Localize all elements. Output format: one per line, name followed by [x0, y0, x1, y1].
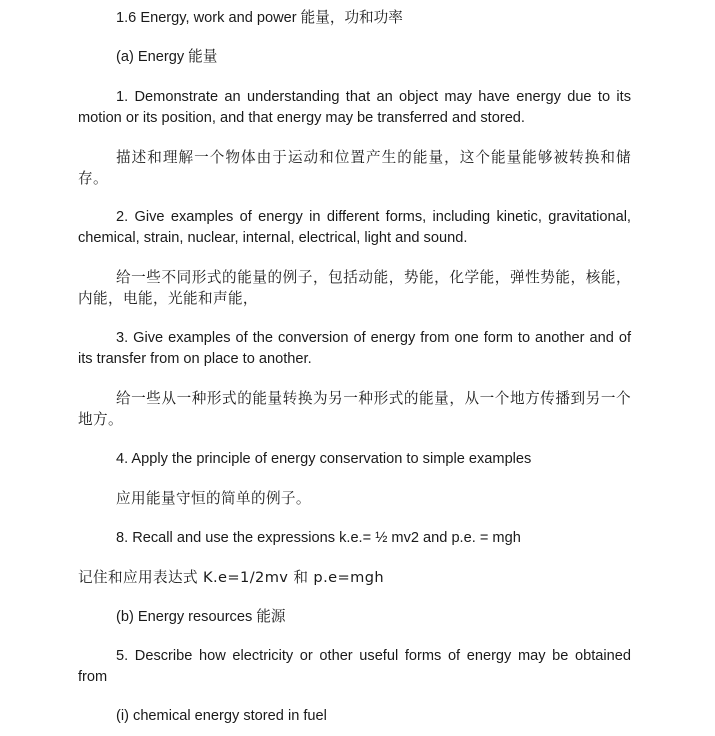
item-5-english: 5. Describe how electricity or other useful forms of energy may be obtained from — [78, 648, 631, 685]
item-3-english: 3. Give examples of the conversion of energy from one form to another and of its transfer from on place to another. — [78, 330, 631, 367]
item-5-subitem-i: (i) chemical energy stored in fuel — [116, 708, 327, 724]
subsection-a-heading: (a) Energy 能量 — [116, 49, 218, 65]
section-heading: 1.6 Energy, work and power 能量，功和功率 — [116, 10, 403, 26]
item-2-chinese: 给一些不同形式的能量的例子，包括动能，势能，化学能，弹性势能，核能，内能，电能，光能和声能， — [78, 269, 631, 307]
item-8-chinese: 记住和应用表达式 K.e=1/2mv 和 p.e=mgh — [78, 569, 385, 586]
item-2-english: 2. Give examples of energy in different forms, including kinetic, gravitational, chemical, strain, nuclear, internal, electrical, light and sound. — [78, 209, 631, 246]
item-8-english: 8. Recall and use the expressions k.e.= ½ mv2 and p.e. = mgh — [116, 530, 521, 546]
item-4-english: 4. Apply the principle of energy conservation to simple examples — [116, 451, 532, 467]
item-1-english: 1. Demonstrate an understanding that an object may have energy due to its motion or its position, and that energy may be transferred and stored. — [78, 89, 631, 126]
subsection-b-heading: (b) Energy resources 能源 — [116, 609, 286, 625]
item-4-chinese: 应用能量守恒的简单的例子。 — [116, 490, 311, 507]
item-1-chinese: 描述和理解一个物体由于运动和位置产生的能量，这个能量能够被转换和储存。 — [78, 149, 631, 187]
item-3-chinese: 给一些从一种形式的能量转换为另一种形式的能量，从一个地方传播到另一个地方。 — [78, 390, 631, 428]
